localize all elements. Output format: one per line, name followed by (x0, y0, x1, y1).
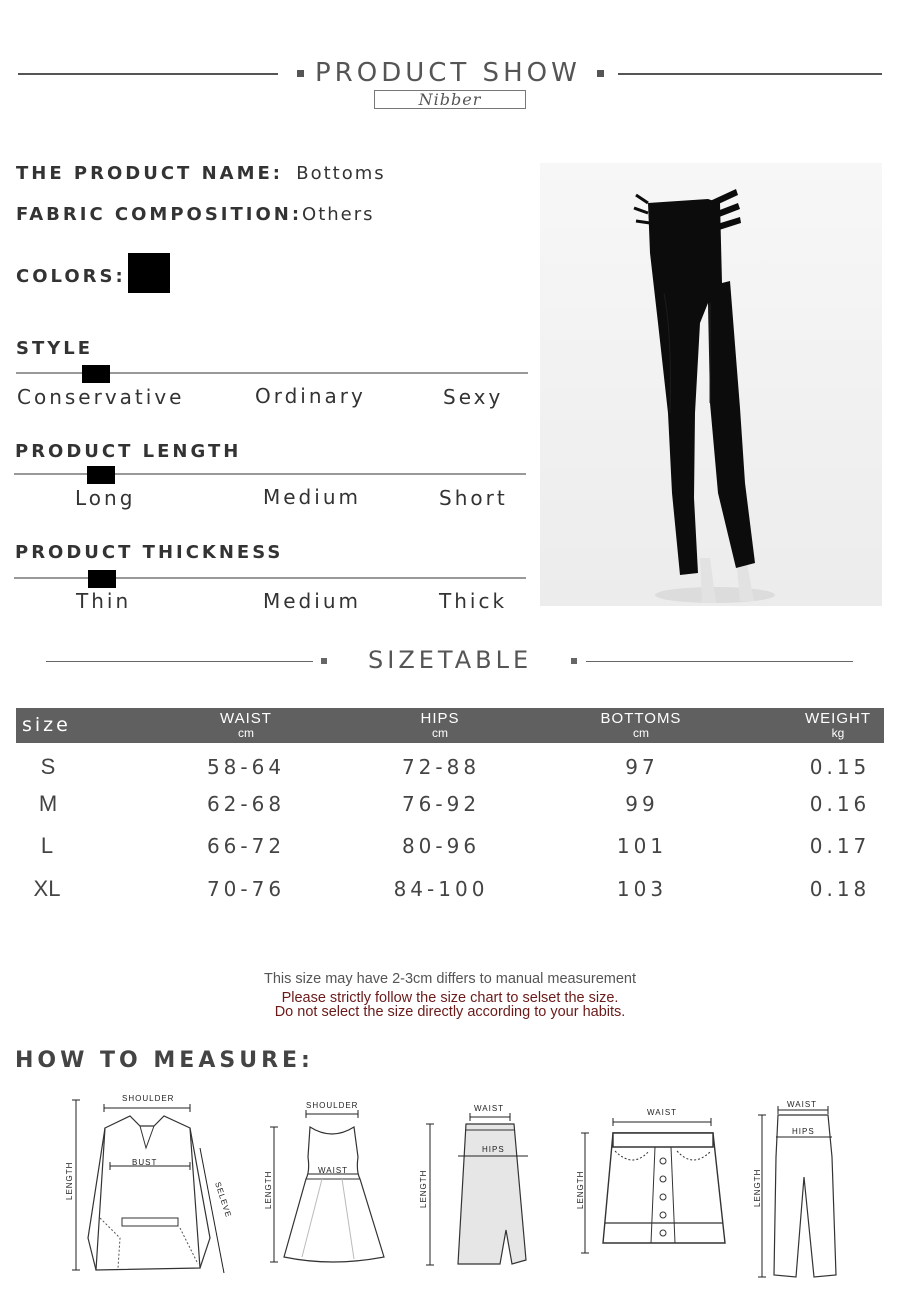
cell-waist: 62-68 (206, 792, 286, 816)
header-bottoms-label: BOTTOMS (600, 710, 682, 727)
note-no-habit: Do not select the size directly according to your habits. (274, 1004, 626, 1020)
jacket-length-label: LENGTH (65, 1161, 74, 1200)
length-option-long: Long (75, 486, 136, 510)
page-title: PRODUCT SHOW (315, 58, 581, 88)
header-dot-right (597, 70, 604, 77)
product-name-row (16, 163, 386, 184)
dress-shoulder-label: SHOULDER (306, 1101, 359, 1110)
shorts-length-label: LENGTH (576, 1170, 585, 1209)
fabric-label: FABRIC COMPOSITION: (16, 204, 303, 225)
skirt-length-label: LENGTH (419, 1169, 428, 1208)
cell-size: M (38, 791, 58, 816)
brand-label: Nibber (374, 90, 526, 109)
sizetable-rule-left (46, 661, 313, 662)
header-size-label: size (22, 714, 71, 736)
header-hips (390, 711, 490, 739)
cell-weight: 0.18 (809, 877, 871, 901)
cell-size: XL (33, 876, 61, 901)
header-weight-label: WEIGHT (805, 710, 871, 727)
cell-bottoms: 99 (625, 792, 659, 816)
cell-hips: 72-88 (401, 755, 481, 779)
dress-length-label: LENGTH (264, 1170, 273, 1209)
product-name-label: THE PRODUCT NAME: (16, 163, 283, 184)
cell-waist: 70-76 (206, 877, 286, 901)
thickness-marker (88, 570, 116, 588)
color-swatch-black (128, 253, 170, 293)
product-name-value: Bottoms (296, 163, 386, 184)
header-rule-right (618, 73, 882, 75)
thickness-option-medium: Medium (263, 589, 361, 613)
pants-length-label: LENGTH (753, 1168, 762, 1207)
length-title: PRODUCT LENGTH (15, 441, 242, 462)
sizetable-header (16, 708, 884, 743)
header-dot-left (297, 70, 304, 77)
fabric-value: Others (302, 204, 375, 225)
sizetable-dot-left (321, 658, 327, 664)
colors-label: COLORS: (16, 266, 126, 287)
cell-weight: 0.15 (809, 755, 871, 779)
header-bottoms-unit: cm (633, 726, 649, 740)
sizetable-title: SIZETABLE (368, 646, 533, 674)
thickness-option-thin: Thin (76, 589, 132, 613)
header-waist (196, 711, 296, 739)
style-option-ordinary: Ordinary (255, 384, 366, 408)
cell-hips: 84-100 (393, 877, 489, 901)
cell-weight: 0.17 (809, 834, 871, 858)
how-to-measure-title: HOW TO MEASURE: (15, 1048, 314, 1073)
cell-bottoms: 103 (616, 877, 668, 901)
pants-photo-illustration (540, 163, 882, 606)
header-waist-label: WAIST (220, 710, 272, 727)
shoulder-label: SHOULDER (122, 1094, 175, 1103)
pants-hips-label: HIPS (792, 1127, 815, 1136)
header-weight-unit: kg (831, 726, 845, 740)
pants-waist-label: WAIST (787, 1100, 818, 1109)
sizetable-dot-right (571, 658, 577, 664)
dress-measure-diagram (262, 1097, 392, 1269)
header-hips-label: HIPS (420, 710, 460, 727)
cell-waist: 66-72 (206, 834, 286, 858)
cell-waist: 58-64 (206, 755, 286, 779)
fabric-row (16, 204, 375, 225)
pants-measure-diagram (752, 1097, 852, 1283)
note-follow-chart: Please strictly follow the size chart to selset the size. (281, 990, 619, 1006)
shorts-measure-diagram (575, 1103, 745, 1261)
cell-size: S (40, 754, 56, 779)
cell-size: L (40, 833, 54, 858)
length-option-medium: Medium (263, 485, 361, 509)
cell-hips: 76-92 (401, 792, 481, 816)
jacket-measure-diagram (60, 1088, 240, 1280)
header-bottoms (581, 711, 701, 739)
length-marker (87, 466, 115, 484)
header-rule-left (18, 73, 278, 75)
cell-hips: 80-96 (401, 834, 481, 858)
header-waist-unit: cm (238, 726, 254, 740)
style-marker (82, 365, 110, 383)
product-photo (540, 163, 882, 606)
header-size (22, 714, 71, 736)
thickness-title: PRODUCT THICKNESS (15, 542, 284, 563)
length-option-short: Short (439, 486, 508, 510)
cell-weight: 0.16 (809, 792, 871, 816)
header-hips-unit: cm (432, 726, 448, 740)
cell-bottoms: 97 (625, 755, 659, 779)
shorts-waist-label: WAIST (647, 1108, 678, 1117)
style-option-sexy: Sexy (443, 385, 504, 409)
style-title: STYLE (16, 338, 94, 359)
dress-waist-label: WAIST (318, 1166, 349, 1175)
skirt-hips-label: HIPS (482, 1145, 505, 1154)
thickness-option-thick: Thick (439, 589, 508, 613)
cell-bottoms: 101 (616, 834, 668, 858)
style-option-conservative: Conservative (17, 385, 185, 409)
note-measurement: This size may have 2-3cm differs to manual measurement (263, 971, 637, 987)
skirt-waist-label: WAIST (474, 1104, 505, 1113)
header-weight (792, 711, 884, 739)
bust-label: BUST (132, 1158, 158, 1167)
skirt-measure-diagram (416, 1100, 536, 1270)
sizetable-rule-right (586, 661, 853, 662)
seleve-label: SELEVE (213, 1180, 234, 1219)
